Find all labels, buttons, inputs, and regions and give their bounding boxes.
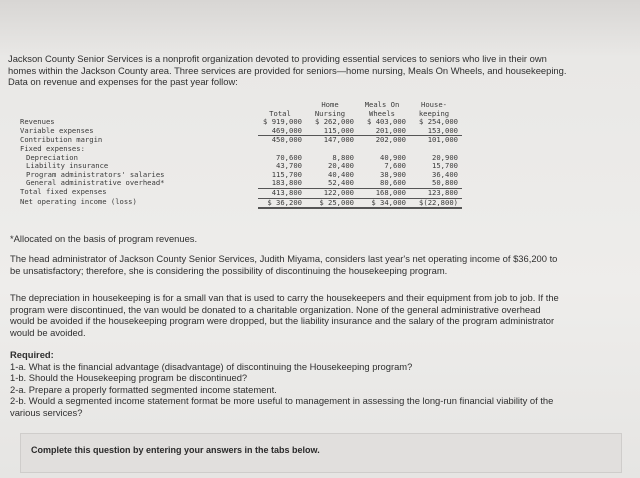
- table-row: Revenues $ 919,000 $ 262,000 $ 403,000 $ 254,000: [20, 117, 458, 127]
- question-1b: 1-b. Should the Housekeeping program be discontinued?: [10, 372, 248, 383]
- intro-line: Jackson County Senior Services is a nonprofit organization devoted to providing essential services to seniors who live in their own: [8, 53, 547, 64]
- table-row: Depreciation 70,600 8,800 40,900 20,900: [26, 152, 458, 162]
- question-1a: 1-a. What is the financial advantage (disadvantage) of discontinuing the Housekeeping program?: [10, 360, 413, 372]
- header-meals: Meals On: [364, 100, 400, 109]
- table-row: Program administrators' salaries 115,700 40,400 38,900 36,400: [26, 169, 458, 179]
- header-meals: Wheels: [369, 108, 395, 118]
- table-row: Liability insurance 43,700 20,400 7,600 15,700: [26, 161, 458, 171]
- income-table: [20, 101, 480, 209]
- table-row: Contribution margin 450,000 147,000 202,000 101,000: [20, 134, 458, 145]
- header-home: Nursing: [314, 108, 346, 118]
- question-2a: 2-a. Prepare a properly formatted segmented income statement.: [10, 383, 277, 395]
- instruction-text: Complete this question by entering your answers in the tabs below.: [31, 445, 320, 455]
- intro-paragraph: [8, 53, 632, 88]
- table-row: Variable expenses 469,000 115,000 201,000 153,000: [20, 127, 462, 136]
- scenario-paragraph: The head administrator of Jackson County Senior Services, Judith Miyama, considers last year's net operating income of $36,200 to be unsatisfactory; therefore, she is considering the possibility of discontinuing the housekeeping program.: [10, 253, 558, 276]
- header-total: Total: [269, 108, 291, 118]
- table-header-row: [20, 101, 462, 110]
- header-house: keeping: [418, 108, 450, 118]
- table-row: General administrative overhead* 183,800 52,400 80,600 50,800: [20, 179, 462, 188]
- required-section: [10, 349, 630, 418]
- header-house: House-: [421, 100, 447, 109]
- intro-line: homes within the Jackson County area. Three services are provided for seniors—home nursing, Meals On Wheels, and housekeeping.: [8, 64, 567, 76]
- instruction-banner: [20, 433, 622, 473]
- table-row: Total fixed expenses 413,800 122,000 168,000 123,800: [20, 188, 462, 198]
- intro-line: Data on revenue and expenses for the past year follow:: [8, 76, 238, 87]
- header-home: Home: [321, 100, 339, 109]
- depreciation-paragraph: The depreciation in housekeeping is for a small van that is used to carry the housekeepers and their equipment from job to job. If the program were discontinued, the van would be donated to a charitable organization. None of the general administrative overhead would be avoided if the housekeeping program were dropped, but the liability insurance and the salary of the program administrator would be avoided.: [10, 292, 559, 338]
- question-2b: 2-b. Would a segmented income statement format be more useful to management in assessing the long-run financial viability of the: [10, 395, 554, 406]
- required-title: Required:: [10, 349, 54, 360]
- table-row: Fixed expenses:: [20, 143, 85, 153]
- footnote: *Allocated on the basis of program revenues.: [10, 233, 198, 244]
- table-row: Net operating income (loss) $ 36,200 $ 25,000 $ 34,000 $(22,800): [20, 198, 462, 208]
- question-2b-cont: various services?: [10, 406, 83, 418]
